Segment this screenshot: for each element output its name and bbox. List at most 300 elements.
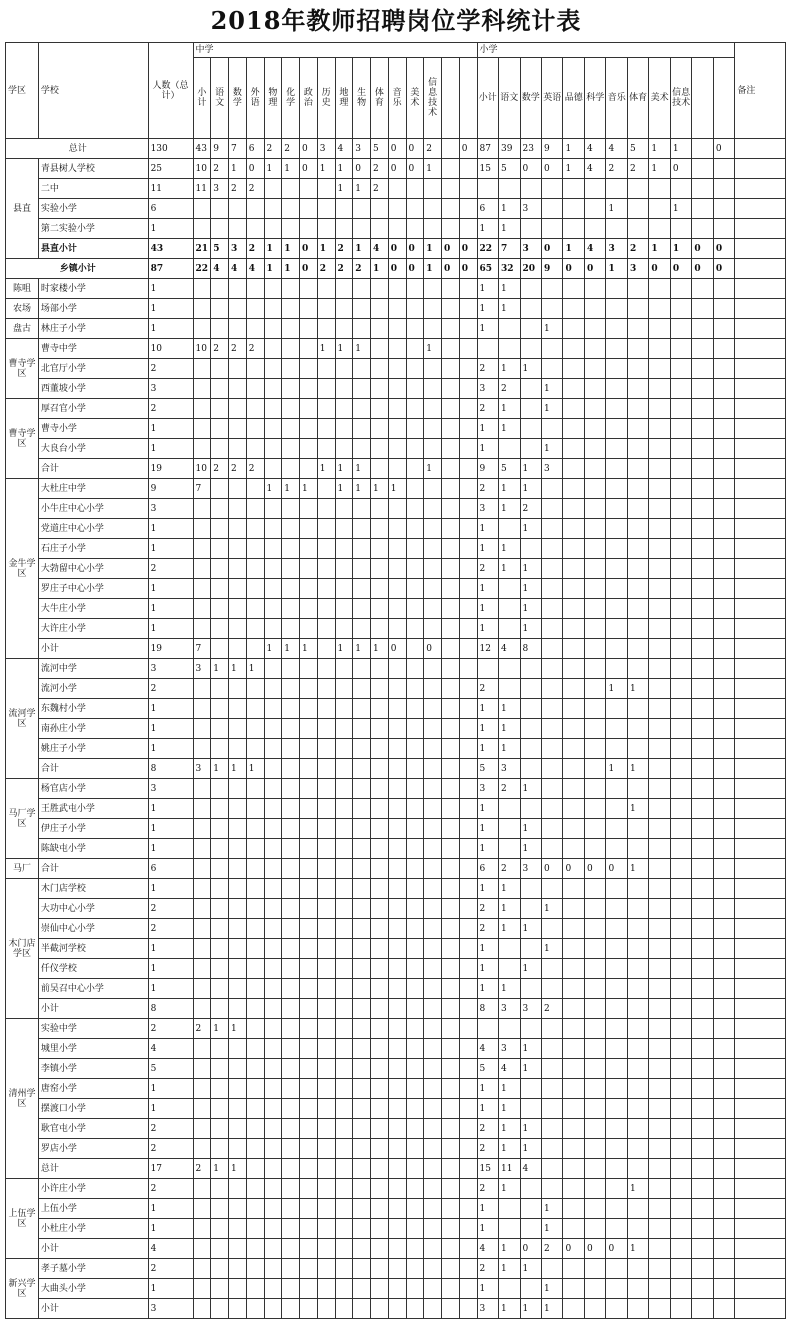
primary-value-cell	[692, 579, 713, 599]
middle-value-cell: 2	[317, 259, 335, 279]
middle-value-cell	[353, 1259, 371, 1279]
middle-value-cell: 1	[264, 639, 282, 659]
remark-cell	[735, 979, 786, 999]
middle-value-cell	[459, 1059, 477, 1079]
total-cell: 1	[148, 839, 193, 859]
middle-value-cell	[193, 879, 211, 899]
middle-value-cell	[193, 1219, 211, 1239]
table-row	[6, 899, 786, 919]
middle-value-cell	[406, 899, 424, 919]
middle-value-cell: 2	[246, 339, 264, 359]
middle-value-cell	[246, 1159, 264, 1179]
primary-value-cell: 1	[499, 739, 520, 759]
primary-value-cell	[713, 659, 735, 679]
middle-value-cell	[300, 739, 318, 759]
table-row	[6, 539, 786, 559]
middle-value-cell	[442, 619, 460, 639]
middle-value-cell	[282, 699, 300, 719]
primary-value-cell	[713, 459, 735, 479]
primary-value-cell: 1	[477, 419, 498, 439]
middle-value-cell: 3	[193, 759, 211, 779]
primary-value-cell	[627, 399, 648, 419]
middle-value-cell	[459, 779, 477, 799]
middle-value-cell	[424, 1059, 442, 1079]
primary-value-cell	[627, 939, 648, 959]
school-cell: 时家楼小学	[38, 279, 148, 299]
middle-value-cell	[424, 979, 442, 999]
primary-value-cell	[670, 339, 691, 359]
middle-value-cell	[459, 319, 477, 339]
middle-value-cell	[246, 299, 264, 319]
total-cell: 3	[148, 1299, 193, 1319]
middle-value-cell	[459, 1039, 477, 1059]
primary-value-cell	[670, 1259, 691, 1279]
middle-value-cell	[406, 699, 424, 719]
remark-cell	[735, 399, 786, 419]
primary-value-cell	[606, 1179, 627, 1199]
primary-value-cell	[584, 419, 605, 439]
primary-value-cell	[649, 659, 670, 679]
primary-value-cell: 5	[499, 459, 520, 479]
school-cell: 场部小学	[38, 299, 148, 319]
remark-cell	[735, 1279, 786, 1299]
middle-value-cell	[424, 1219, 442, 1239]
primary-value-cell	[713, 199, 735, 219]
primary-value-cell	[563, 639, 584, 659]
primary-value-cell: 3	[477, 779, 498, 799]
primary-value-cell: 1	[520, 1259, 541, 1279]
middle-value-cell	[424, 199, 442, 219]
remark-cell	[735, 1199, 786, 1219]
school-cell: 大杜庄中学	[38, 479, 148, 499]
school-cell: 小许庄小学	[38, 1179, 148, 1199]
middle-value-cell: 1	[282, 259, 300, 279]
school-cell: 姚庄子小学	[38, 739, 148, 759]
middle-value-cell	[406, 1239, 424, 1259]
middle-value-cell	[424, 439, 442, 459]
middle-value-cell	[193, 1079, 211, 1099]
middle-value-cell	[459, 579, 477, 599]
primary-value-cell: 2	[499, 779, 520, 799]
middle-value-cell	[406, 199, 424, 219]
primary-value-cell	[542, 199, 563, 219]
middle-value-cell	[317, 899, 335, 919]
primary-value-cell	[584, 839, 605, 859]
middle-value-cell	[193, 559, 211, 579]
school-cell: 小计	[38, 1299, 148, 1319]
total-cell: 11	[148, 179, 193, 199]
middle-value-cell	[335, 899, 353, 919]
total-cell: 3	[148, 659, 193, 679]
table-row	[6, 139, 786, 159]
middle-value-cell	[406, 839, 424, 859]
primary-value-cell	[584, 919, 605, 939]
table-row	[6, 259, 786, 279]
table-row	[6, 1079, 786, 1099]
middle-value-cell	[300, 1179, 318, 1199]
middle-value-cell	[353, 759, 371, 779]
middle-value-cell	[282, 759, 300, 779]
primary-value-cell	[627, 959, 648, 979]
primary-value-cell: 1	[499, 199, 520, 219]
middle-value-cell	[459, 999, 477, 1019]
middle-value-cell	[442, 639, 460, 659]
table-row	[6, 1279, 786, 1299]
middle-value-cell: 4	[246, 259, 264, 279]
primary-value-cell	[692, 999, 713, 1019]
middle-value-cell	[371, 1059, 389, 1079]
school-cell: 曹寺小学	[38, 419, 148, 439]
remark-cell	[735, 879, 786, 899]
primary-value-cell	[563, 1039, 584, 1059]
primary-value-cell	[584, 1039, 605, 1059]
primary-value-cell	[670, 719, 691, 739]
middle-value-cell	[300, 1239, 318, 1259]
total-cell: 2	[148, 919, 193, 939]
primary-value-cell: 1	[477, 1079, 498, 1099]
primary-value-cell: 15	[477, 1159, 498, 1179]
primary-value-cell: 4	[499, 639, 520, 659]
middle-value-cell	[229, 979, 247, 999]
primary-value-cell	[584, 739, 605, 759]
table-row	[6, 219, 786, 239]
total-cell: 2	[148, 679, 193, 699]
middle-value-cell	[442, 659, 460, 679]
middle-value-cell	[353, 579, 371, 599]
primary-value-cell	[692, 359, 713, 379]
primary-value-cell	[670, 659, 691, 679]
primary-value-cell	[563, 419, 584, 439]
primary-value-cell	[670, 219, 691, 239]
primary-value-cell	[499, 659, 520, 679]
remark-cell	[735, 939, 786, 959]
middle-value-cell	[442, 1039, 460, 1059]
middle-value-cell: 1	[246, 659, 264, 679]
primary-value-cell	[627, 899, 648, 919]
primary-value-cell	[649, 599, 670, 619]
table-row	[6, 419, 786, 439]
middle-value-cell: 2	[335, 239, 353, 259]
primary-value-cell	[649, 219, 670, 239]
middle-value-cell: 43	[193, 139, 211, 159]
total-cell: 1	[148, 619, 193, 639]
primary-value-cell: 1	[477, 1199, 498, 1219]
primary-value-cell	[563, 619, 584, 639]
remark-cell	[735, 1139, 786, 1159]
primary-value-cell	[692, 819, 713, 839]
middle-value-cell	[193, 959, 211, 979]
middle-value-cell	[211, 359, 229, 379]
primary-value-cell	[649, 899, 670, 919]
primary-value-cell	[584, 679, 605, 699]
primary-value-cell	[649, 359, 670, 379]
middle-value-cell: 7	[229, 139, 247, 159]
primary-value-cell	[520, 1199, 541, 1219]
middle-value-cell	[300, 399, 318, 419]
middle-value-cell	[442, 1259, 460, 1279]
middle-value-cell	[406, 1279, 424, 1299]
primary-value-cell	[542, 539, 563, 559]
middle-value-cell	[459, 159, 477, 179]
total-cell: 1	[148, 959, 193, 979]
middle-value-cell: 9	[211, 139, 229, 159]
middle-value-cell	[442, 999, 460, 1019]
middle-value-cell	[459, 939, 477, 959]
region-cell: 上伍学区	[6, 1179, 39, 1259]
primary-value-cell: 5	[499, 159, 520, 179]
remark-cell	[735, 639, 786, 659]
middle-value-cell	[264, 1279, 282, 1299]
remark-cell	[735, 1159, 786, 1179]
remark-cell	[735, 199, 786, 219]
primary-value-cell: 1	[499, 979, 520, 999]
middle-value-cell	[371, 399, 389, 419]
primary-value-cell	[670, 1159, 691, 1179]
primary-value-cell	[627, 1039, 648, 1059]
school-cell: 东魏村小学	[38, 699, 148, 719]
header-middle-subject: 物理	[264, 58, 282, 139]
primary-value-cell: 2	[520, 499, 541, 519]
middle-value-cell	[264, 179, 282, 199]
primary-value-cell	[649, 939, 670, 959]
primary-value-cell	[713, 419, 735, 439]
middle-value-cell	[424, 739, 442, 759]
primary-value-cell	[606, 959, 627, 979]
total-cell: 1	[148, 799, 193, 819]
primary-value-cell	[627, 919, 648, 939]
primary-value-cell: 3	[542, 459, 563, 479]
primary-value-cell	[649, 839, 670, 859]
middle-value-cell: 2	[282, 139, 300, 159]
primary-value-cell	[563, 279, 584, 299]
header-primary-subject: 科学	[584, 58, 605, 139]
primary-value-cell	[649, 179, 670, 199]
school-cell: 厚召官小学	[38, 399, 148, 419]
primary-value-cell	[649, 439, 670, 459]
middle-value-cell	[300, 1139, 318, 1159]
primary-value-cell	[713, 1259, 735, 1279]
primary-value-cell	[542, 339, 563, 359]
primary-value-cell	[606, 1299, 627, 1319]
primary-value-cell	[606, 699, 627, 719]
middle-value-cell	[424, 539, 442, 559]
middle-value-cell	[388, 779, 406, 799]
middle-value-cell	[246, 599, 264, 619]
primary-value-cell: 1	[499, 359, 520, 379]
middle-value-cell: 0	[406, 259, 424, 279]
primary-value-cell	[670, 279, 691, 299]
total-cell: 1	[148, 819, 193, 839]
primary-value-cell	[649, 739, 670, 759]
middle-value-cell	[229, 639, 247, 659]
primary-value-cell	[670, 1219, 691, 1239]
primary-value-cell	[627, 299, 648, 319]
middle-value-cell	[459, 899, 477, 919]
remark-cell	[735, 779, 786, 799]
primary-value-cell	[520, 659, 541, 679]
middle-value-cell	[246, 319, 264, 339]
middle-value-cell	[335, 1279, 353, 1299]
primary-value-cell: 2	[477, 919, 498, 939]
primary-value-cell	[670, 1279, 691, 1299]
middle-value-cell	[229, 859, 247, 879]
middle-value-cell: 1	[264, 259, 282, 279]
middle-value-cell	[246, 1279, 264, 1299]
primary-value-cell	[713, 1039, 735, 1059]
middle-value-cell	[459, 659, 477, 679]
middle-value-cell	[246, 1019, 264, 1039]
middle-value-cell: 0	[459, 259, 477, 279]
primary-value-cell	[542, 1159, 563, 1179]
total-cell: 17	[148, 1159, 193, 1179]
primary-value-cell: 4	[584, 139, 605, 159]
middle-value-cell	[193, 439, 211, 459]
primary-value-cell	[692, 1079, 713, 1099]
middle-value-cell	[371, 539, 389, 559]
primary-value-cell	[627, 739, 648, 759]
primary-value-cell	[649, 479, 670, 499]
middle-value-cell	[353, 1279, 371, 1299]
remark-cell	[735, 139, 786, 159]
primary-value-cell	[713, 159, 735, 179]
middle-value-cell	[246, 1099, 264, 1119]
school-cell: 前吴召中心小学	[38, 979, 148, 999]
middle-value-cell	[371, 879, 389, 899]
middle-value-cell	[246, 639, 264, 659]
middle-value-cell	[424, 279, 442, 299]
middle-value-cell	[211, 979, 229, 999]
primary-value-cell	[692, 859, 713, 879]
middle-value-cell	[282, 419, 300, 439]
region-cell: 陈咀	[6, 279, 39, 299]
primary-value-cell	[649, 499, 670, 519]
middle-value-cell	[459, 1179, 477, 1199]
middle-value-cell	[246, 1119, 264, 1139]
primary-value-cell: 2	[477, 899, 498, 919]
primary-value-cell	[520, 1279, 541, 1299]
middle-value-cell	[317, 999, 335, 1019]
middle-value-cell	[264, 279, 282, 299]
middle-value-cell	[459, 739, 477, 759]
primary-value-cell	[542, 639, 563, 659]
total-cell: 1	[148, 419, 193, 439]
middle-value-cell	[300, 1199, 318, 1219]
primary-value-cell	[649, 799, 670, 819]
primary-value-cell	[584, 1019, 605, 1039]
primary-value-cell: 1	[477, 699, 498, 719]
middle-value-cell	[424, 499, 442, 519]
primary-value-cell: 2	[627, 239, 648, 259]
middle-value-cell	[264, 979, 282, 999]
middle-value-cell	[246, 979, 264, 999]
region-cell: 盘古	[6, 319, 39, 339]
school-cell: 摆渡口小学	[38, 1099, 148, 1119]
primary-value-cell	[520, 539, 541, 559]
middle-value-cell	[371, 459, 389, 479]
middle-value-cell	[193, 579, 211, 599]
middle-value-cell	[459, 1239, 477, 1259]
middle-value-cell	[459, 1159, 477, 1179]
middle-value-cell	[317, 1299, 335, 1319]
primary-value-cell: 3	[520, 999, 541, 1019]
primary-value-cell: 2	[477, 1119, 498, 1139]
primary-value-cell	[670, 539, 691, 559]
primary-value-cell	[606, 579, 627, 599]
middle-value-cell	[246, 899, 264, 919]
middle-value-cell	[282, 399, 300, 419]
middle-value-cell	[442, 199, 460, 219]
middle-value-cell	[371, 739, 389, 759]
primary-value-cell	[584, 719, 605, 739]
middle-value-cell	[193, 979, 211, 999]
middle-value-cell: 10	[193, 459, 211, 479]
school-cell: 陈缺屯小学	[38, 839, 148, 859]
region-cell: 木门店学区	[6, 879, 39, 1019]
middle-value-cell	[388, 459, 406, 479]
middle-value-cell	[264, 1259, 282, 1279]
middle-value-cell	[229, 439, 247, 459]
middle-value-cell	[300, 819, 318, 839]
middle-value-cell	[229, 959, 247, 979]
header-middle-subject: 地理	[335, 58, 353, 139]
primary-value-cell	[563, 1259, 584, 1279]
middle-value-cell	[264, 499, 282, 519]
primary-value-cell	[563, 759, 584, 779]
primary-value-cell	[649, 459, 670, 479]
middle-value-cell	[388, 579, 406, 599]
primary-value-cell	[692, 139, 713, 159]
middle-value-cell	[317, 619, 335, 639]
middle-value-cell	[193, 919, 211, 939]
middle-value-cell	[193, 1199, 211, 1219]
table-row	[6, 959, 786, 979]
middle-value-cell	[371, 1079, 389, 1099]
middle-value-cell	[193, 679, 211, 699]
primary-value-cell	[520, 319, 541, 339]
primary-value-cell: 0	[563, 859, 584, 879]
primary-value-cell	[670, 879, 691, 899]
primary-value-cell	[692, 779, 713, 799]
school-cell: 半截河学校	[38, 939, 148, 959]
middle-value-cell	[300, 279, 318, 299]
table-row	[6, 719, 786, 739]
middle-value-cell	[353, 999, 371, 1019]
middle-value-cell: 1	[264, 479, 282, 499]
primary-value-cell	[584, 659, 605, 679]
middle-value-cell	[193, 1039, 211, 1059]
primary-value-cell	[713, 299, 735, 319]
primary-value-cell	[670, 379, 691, 399]
school-cell: 小计	[38, 999, 148, 1019]
middle-value-cell: 2	[424, 139, 442, 159]
primary-value-cell	[692, 1279, 713, 1299]
total-cell: 1	[148, 879, 193, 899]
middle-value-cell	[246, 839, 264, 859]
primary-value-cell	[692, 319, 713, 339]
middle-value-cell	[459, 539, 477, 559]
primary-value-cell	[606, 879, 627, 899]
primary-value-cell	[649, 539, 670, 559]
primary-value-cell	[499, 819, 520, 839]
statistics-table	[5, 42, 786, 1319]
middle-value-cell	[282, 299, 300, 319]
middle-value-cell	[442, 779, 460, 799]
primary-value-cell	[584, 519, 605, 539]
total-cell: 2	[148, 1119, 193, 1139]
middle-value-cell	[246, 959, 264, 979]
middle-value-cell	[371, 1159, 389, 1179]
middle-value-cell	[335, 759, 353, 779]
